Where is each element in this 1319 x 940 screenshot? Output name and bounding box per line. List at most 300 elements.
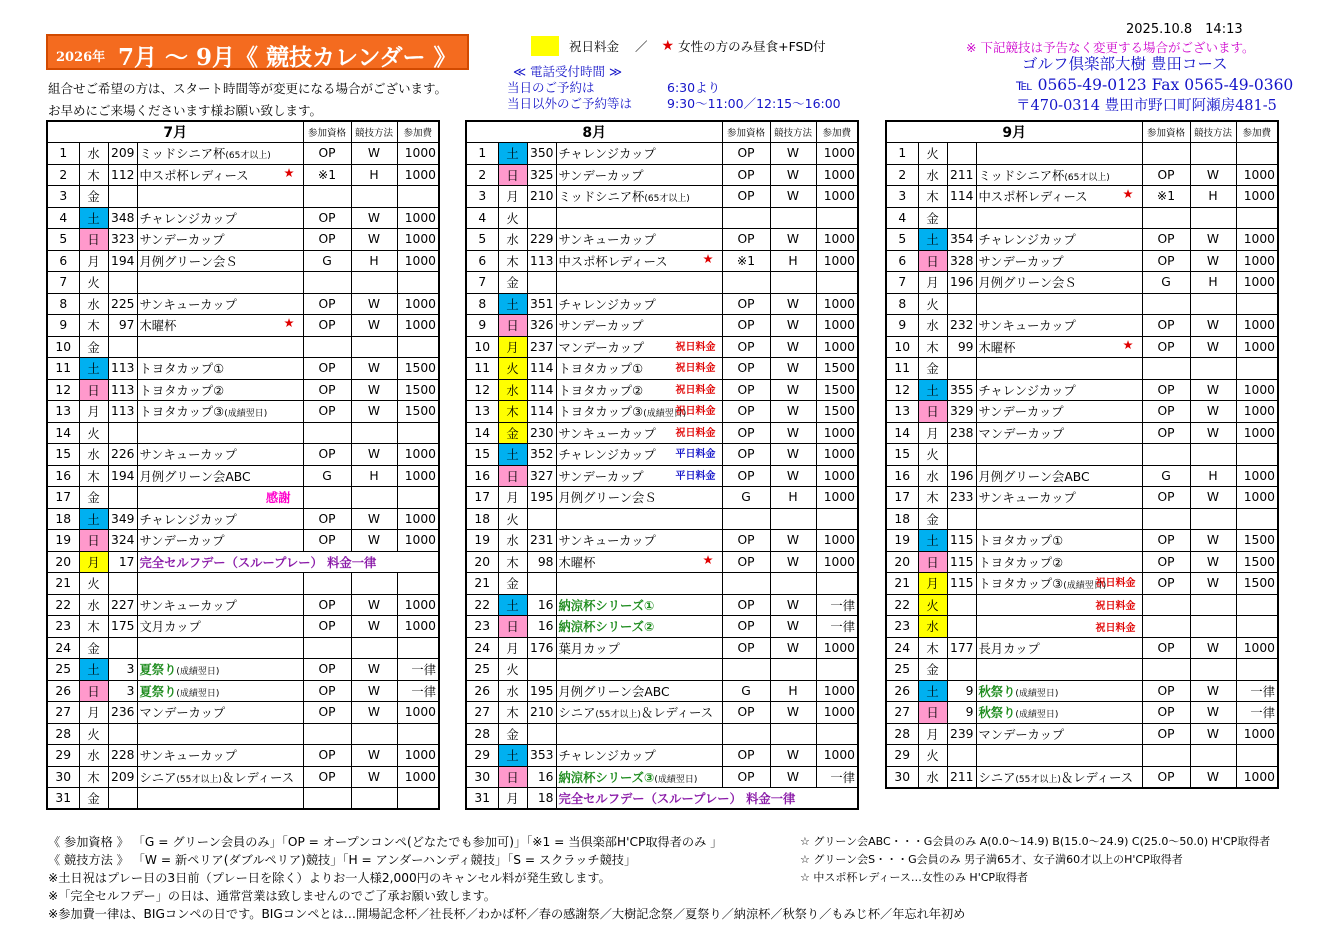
- calendar-row: [47, 659, 439, 681]
- fee: 1000: [397, 444, 439, 466]
- day-number: 6: [886, 250, 918, 272]
- weekday: 火: [918, 594, 947, 616]
- fee: 1000: [816, 422, 858, 444]
- event-name: [976, 508, 1142, 530]
- weekday: 水: [498, 229, 527, 251]
- method: W: [351, 530, 397, 552]
- event-note: (55才以上): [176, 774, 222, 785]
- calendar-row: [886, 336, 1278, 358]
- fee: 一律: [816, 766, 858, 788]
- fee: 1000: [1236, 637, 1278, 659]
- weekday: 土: [79, 508, 108, 530]
- calendar-row: [466, 487, 858, 509]
- event-code: [527, 659, 556, 681]
- month-header: 7月: [47, 121, 303, 143]
- fee: 1000: [397, 766, 439, 788]
- qualification: OP: [303, 143, 351, 165]
- method: W: [770, 422, 816, 444]
- fee: 1500: [397, 379, 439, 401]
- event-code: 114: [947, 186, 976, 208]
- weekday: 火: [498, 358, 527, 380]
- event-title: 秋祭り: [978, 706, 1016, 721]
- day-number: 5: [466, 229, 498, 251]
- method: [351, 788, 397, 810]
- day-number: 21: [47, 573, 79, 595]
- calendar-row: [466, 293, 858, 315]
- event-title: サンデーカップ: [558, 469, 644, 484]
- calendar-row: [886, 723, 1278, 745]
- weekday: 木: [79, 616, 108, 638]
- event-title: チャレンジカップ: [978, 383, 1076, 398]
- method: [770, 207, 816, 229]
- event-title: トヨタカップ①: [978, 534, 1064, 549]
- event-title: サンキューカップ: [558, 426, 656, 441]
- event-title: トヨタカップ②: [558, 383, 644, 398]
- qualification: [303, 573, 351, 595]
- footer-right-line: ☆ グリーン会ABC・・・G会員のみ A(0.0～14.9) B(15.0～24.9) C(25.0～50.0) H'CP取得者: [800, 835, 1271, 848]
- footer-line: ※参加費一律は、BIGコンペの日です。BIGコンペとは…開場記念杯／社長杯／わかば杯／春の感謝祭／大樹記念祭／夏祭り／納涼杯／秋祭り／もみじ杯／年忘れ年初め: [48, 907, 966, 921]
- qualification: OP: [1142, 422, 1190, 444]
- calendar-row: [47, 530, 439, 552]
- event-name: [556, 186, 722, 208]
- event-name: [556, 143, 722, 165]
- fee: [816, 573, 858, 595]
- day-number: 23: [466, 616, 498, 638]
- event-name: [137, 637, 303, 659]
- fee: [816, 508, 858, 530]
- method: W: [1190, 551, 1236, 573]
- event-name: [556, 207, 722, 229]
- event-code: [947, 293, 976, 315]
- qualification: [722, 573, 770, 595]
- weekday: 火: [918, 745, 947, 767]
- event-code: 238: [947, 422, 976, 444]
- event-code: 350: [527, 143, 556, 165]
- qualification: G: [1142, 465, 1190, 487]
- event-code: [108, 487, 137, 509]
- method: [1190, 207, 1236, 229]
- event-code: [947, 745, 976, 767]
- day-number: 6: [466, 250, 498, 272]
- weekday: 木: [918, 186, 947, 208]
- weekday: 火: [498, 207, 527, 229]
- method: [1190, 745, 1236, 767]
- fee: 1000: [816, 164, 858, 186]
- header-method: 競技方法: [1190, 121, 1236, 143]
- method: W: [1190, 336, 1236, 358]
- event-name: [137, 487, 303, 509]
- event-name: [556, 379, 722, 401]
- holiday-rate-label: 祝日料金: [675, 363, 716, 375]
- method: W: [351, 680, 397, 702]
- calendar-row: [47, 573, 439, 595]
- weekday: 水: [498, 379, 527, 401]
- calendar-row: [47, 315, 439, 337]
- method: [770, 508, 816, 530]
- calendar-row: [466, 207, 858, 229]
- day-number: 20: [886, 551, 918, 573]
- calendar-row: [886, 745, 1278, 767]
- event-title: シニア: [139, 770, 177, 785]
- event-suffix: ＆レディース: [640, 706, 714, 721]
- fee: [1236, 444, 1278, 466]
- event-code: [108, 723, 137, 745]
- weekday: 日: [498, 465, 527, 487]
- qualification: OP: [1142, 379, 1190, 401]
- calendar-row: [47, 616, 439, 638]
- event-name: [976, 143, 1142, 165]
- event-title: 完全セルフデー（スループレー） 料金一律: [139, 555, 377, 570]
- event-name: [556, 229, 722, 251]
- day-number: 25: [886, 659, 918, 681]
- event-code: [527, 508, 556, 530]
- event-name: [556, 745, 722, 767]
- fee: [397, 788, 439, 810]
- event-code: 349: [108, 508, 137, 530]
- qualification: [722, 207, 770, 229]
- method: H: [770, 487, 816, 509]
- event-title: サンデーカップ: [978, 254, 1064, 269]
- weekday: 水: [918, 315, 947, 337]
- fee: 1000: [816, 336, 858, 358]
- fee: 1000: [816, 551, 858, 573]
- method: W: [770, 186, 816, 208]
- day-number: 24: [466, 637, 498, 659]
- weekday: 火: [918, 293, 947, 315]
- calendar-row: [886, 766, 1278, 788]
- event-name: [976, 315, 1142, 337]
- method: W: [770, 702, 816, 724]
- event-name: [976, 594, 1142, 616]
- event-code: 209: [108, 143, 137, 165]
- event-note: (成績翌日): [1063, 581, 1107, 592]
- qualification: OP: [303, 616, 351, 638]
- day-number: 3: [47, 186, 79, 208]
- weekday: 木: [498, 551, 527, 573]
- footer-right-line: ☆ 中スポ杯レディース…女性のみ H'CP取得者: [800, 871, 1029, 884]
- day-number: 23: [47, 616, 79, 638]
- calendar-row: [466, 573, 858, 595]
- calendar-row: [47, 594, 439, 616]
- weekday: 金: [918, 659, 947, 681]
- day-number: 3: [886, 186, 918, 208]
- calendar-row: [886, 702, 1278, 724]
- method: W: [351, 745, 397, 767]
- fee: 1000: [397, 530, 439, 552]
- calendar-row: [886, 573, 1278, 595]
- event-name: [137, 530, 303, 552]
- weekday: 水: [79, 143, 108, 165]
- phone-hours: [507, 64, 841, 112]
- qualification: [1142, 207, 1190, 229]
- qualification: OP: [303, 379, 351, 401]
- method: W: [351, 379, 397, 401]
- day-number: 12: [886, 379, 918, 401]
- method: W: [1190, 766, 1236, 788]
- weekday: 土: [918, 229, 947, 251]
- event-name: [556, 336, 722, 358]
- calendar-row: [886, 530, 1278, 552]
- day-number: 19: [466, 530, 498, 552]
- weekday: 日: [918, 250, 947, 272]
- weekday: 土: [918, 379, 947, 401]
- qualification: OP: [303, 401, 351, 423]
- method: W: [770, 379, 816, 401]
- calendar-row: [466, 143, 858, 165]
- event-code: 236: [108, 702, 137, 724]
- weekday: 土: [79, 207, 108, 229]
- day-number: 15: [886, 444, 918, 466]
- calendar-row: [466, 723, 858, 745]
- weekday: 金: [498, 272, 527, 294]
- club-name: ゴルフ倶楽部大樹 豊田コース: [1022, 55, 1228, 73]
- fee: [816, 659, 858, 681]
- month-table-9: [885, 120, 1279, 789]
- day-number: 19: [886, 530, 918, 552]
- fee: 1000: [816, 702, 858, 724]
- fee: 1000: [397, 616, 439, 638]
- event-code: 113: [108, 401, 137, 423]
- event-code: [108, 186, 137, 208]
- calendar-row: [47, 143, 439, 165]
- weekday: 金: [79, 336, 108, 358]
- holiday-rate-label: 祝日料金: [675, 341, 716, 353]
- star-icon: ★: [283, 316, 295, 331]
- event-name: [137, 551, 439, 573]
- event-title: トヨタカップ③: [978, 577, 1064, 592]
- fee: [1236, 745, 1278, 767]
- event-name: [556, 444, 722, 466]
- event-code: 211: [947, 164, 976, 186]
- event-title: 夏祭り: [139, 663, 177, 678]
- method: H: [351, 250, 397, 272]
- method: W: [1190, 487, 1236, 509]
- fee: 1000: [816, 637, 858, 659]
- weekday: 水: [79, 444, 108, 466]
- header-method: 競技方法: [770, 121, 816, 143]
- event-name: [137, 401, 303, 423]
- event-code: 176: [527, 637, 556, 659]
- calendar-row: [886, 207, 1278, 229]
- event-title: 中スポ杯レディース: [558, 254, 668, 269]
- event-title: 木曜杯: [978, 340, 1016, 355]
- qualification: OP: [722, 444, 770, 466]
- day-number: 24: [886, 637, 918, 659]
- event-name: [137, 444, 303, 466]
- star-icon: ★: [702, 251, 714, 266]
- event-code: 227: [108, 594, 137, 616]
- event-code: 328: [947, 250, 976, 272]
- calendar-row: [47, 358, 439, 380]
- qualification: OP: [722, 594, 770, 616]
- weekday: 水: [918, 616, 947, 638]
- calendar-row: [466, 422, 858, 444]
- event-name: [137, 336, 303, 358]
- event-name: [556, 659, 722, 681]
- event-note: (成績翌日): [1015, 710, 1059, 721]
- calendar-row: [886, 229, 1278, 251]
- event-code: [527, 573, 556, 595]
- qualification: G: [303, 250, 351, 272]
- calendar-row: [886, 680, 1278, 702]
- event-code: 353: [527, 745, 556, 767]
- weekday: 金: [498, 422, 527, 444]
- event-name: [556, 551, 722, 573]
- event-name: [976, 680, 1142, 702]
- event-title: チャレンジカップ: [558, 448, 656, 463]
- footer-line: ※「完全セルフデー」の日は、通常営業は致しませんのでご了承お願い致します。: [48, 889, 496, 903]
- day-number: 18: [886, 508, 918, 530]
- fee: 1000: [816, 745, 858, 767]
- qualification: [1142, 358, 1190, 380]
- weekday: 日: [498, 164, 527, 186]
- calendar-row: [886, 422, 1278, 444]
- event-code: 194: [108, 465, 137, 487]
- event-title: チャレンジカップ: [558, 147, 656, 162]
- event-code: 16: [527, 616, 556, 638]
- fee: 1000: [816, 487, 858, 509]
- event-code: [108, 637, 137, 659]
- event-name: [556, 573, 722, 595]
- qualification: OP: [303, 315, 351, 337]
- method: W: [770, 401, 816, 423]
- calendar-row: [466, 272, 858, 294]
- weekday: 日: [918, 702, 947, 724]
- qualification: OP: [1142, 680, 1190, 702]
- qualification: OP: [1142, 250, 1190, 272]
- event-name: [137, 788, 303, 810]
- weekday: 土: [498, 143, 527, 165]
- day-number: 29: [886, 745, 918, 767]
- calendar-row: [466, 702, 858, 724]
- day-number: 14: [886, 422, 918, 444]
- method: W: [351, 315, 397, 337]
- event-code: 3: [108, 659, 137, 681]
- phone-row: 当日のご予約は 6:30より: [507, 80, 721, 95]
- fee: 1000: [1236, 465, 1278, 487]
- event-title: チャレンジカップ: [139, 211, 237, 226]
- calendar-row: [466, 788, 858, 810]
- qualification: [722, 659, 770, 681]
- day-number: 12: [47, 379, 79, 401]
- event-code: 194: [108, 250, 137, 272]
- qualification: OP: [722, 465, 770, 487]
- event-title: チャレンジカップ: [558, 297, 656, 312]
- weekday: 金: [918, 508, 947, 530]
- event-name: [976, 358, 1142, 380]
- event-code: [947, 659, 976, 681]
- event-title: ミッドシニア杯: [139, 147, 226, 162]
- day-number: 14: [47, 422, 79, 444]
- qualification: ※1: [1142, 186, 1190, 208]
- calendar-row: [47, 702, 439, 724]
- event-code: [947, 207, 976, 229]
- day-number: 17: [466, 487, 498, 509]
- day-number: 10: [47, 336, 79, 358]
- fee: [397, 637, 439, 659]
- qualification: OP: [303, 444, 351, 466]
- calendar-row: [47, 422, 439, 444]
- calendar-row: [466, 766, 858, 788]
- event-title: サンデーカップ: [558, 319, 644, 334]
- qualification: OP: [1142, 702, 1190, 724]
- qualification: OP: [303, 745, 351, 767]
- event-code: 324: [108, 530, 137, 552]
- day-number: 20: [466, 551, 498, 573]
- fee: [397, 336, 439, 358]
- event-name: [976, 186, 1142, 208]
- method: W: [351, 229, 397, 251]
- footer-line: ※土日祝はプレー日の3日前（プレー日を除く）よりお一人様2,000円のキャンセル料が発生致します。: [48, 871, 611, 885]
- method: W: [770, 358, 816, 380]
- day-number: 30: [47, 766, 79, 788]
- day-number: 31: [466, 788, 498, 810]
- weekday: 木: [79, 164, 108, 186]
- event-code: 113: [108, 358, 137, 380]
- day-number: 22: [886, 594, 918, 616]
- event-name: [556, 766, 722, 788]
- event-code: 195: [527, 680, 556, 702]
- calendar-row: [466, 530, 858, 552]
- day-number: 9: [466, 315, 498, 337]
- qualification: G: [303, 465, 351, 487]
- weekday: 木: [79, 315, 108, 337]
- qualification: [303, 637, 351, 659]
- qualification: [303, 723, 351, 745]
- event-title: マンデーカップ: [978, 426, 1065, 441]
- weekday: 木: [918, 336, 947, 358]
- event-name: [976, 487, 1142, 509]
- event-code: 348: [108, 207, 137, 229]
- qualification: OP: [303, 702, 351, 724]
- calendar-row: [466, 659, 858, 681]
- event-name: [976, 530, 1142, 552]
- method: H: [1190, 272, 1236, 294]
- event-name: [137, 207, 303, 229]
- calendar-row: [466, 379, 858, 401]
- day-number: 21: [886, 573, 918, 595]
- header-qualification: 参加資格: [722, 121, 770, 143]
- event-name: [976, 207, 1142, 229]
- qualification: OP: [722, 530, 770, 552]
- fee: [1236, 594, 1278, 616]
- header-fee: 参加費: [397, 121, 439, 143]
- fee: 1500: [1236, 530, 1278, 552]
- weekday: 水: [79, 293, 108, 315]
- fee: [1236, 207, 1278, 229]
- header-qualification: 参加資格: [1142, 121, 1190, 143]
- fee: [1236, 508, 1278, 530]
- calendar-row: [47, 637, 439, 659]
- day-number: 20: [47, 551, 79, 573]
- weekday: 月: [918, 272, 947, 294]
- method: W: [770, 293, 816, 315]
- event-name: [137, 766, 303, 788]
- calendar-row: [47, 465, 439, 487]
- day-number: 5: [47, 229, 79, 251]
- event-title: 月例グリーン会ABC: [139, 469, 251, 484]
- calendar-row: [886, 186, 1278, 208]
- fee: 1000: [397, 465, 439, 487]
- event-code: 113: [108, 379, 137, 401]
- phone-row: 当日以外のご予約等は 9:30～11:00／12:15～16:00: [507, 96, 841, 111]
- calendar-row: [886, 594, 1278, 616]
- event-code: 112: [108, 164, 137, 186]
- event-name: [137, 186, 303, 208]
- event-title: サンキューカップ: [139, 448, 237, 463]
- event-note: (65才以上): [1064, 172, 1110, 183]
- calendar-row: [47, 379, 439, 401]
